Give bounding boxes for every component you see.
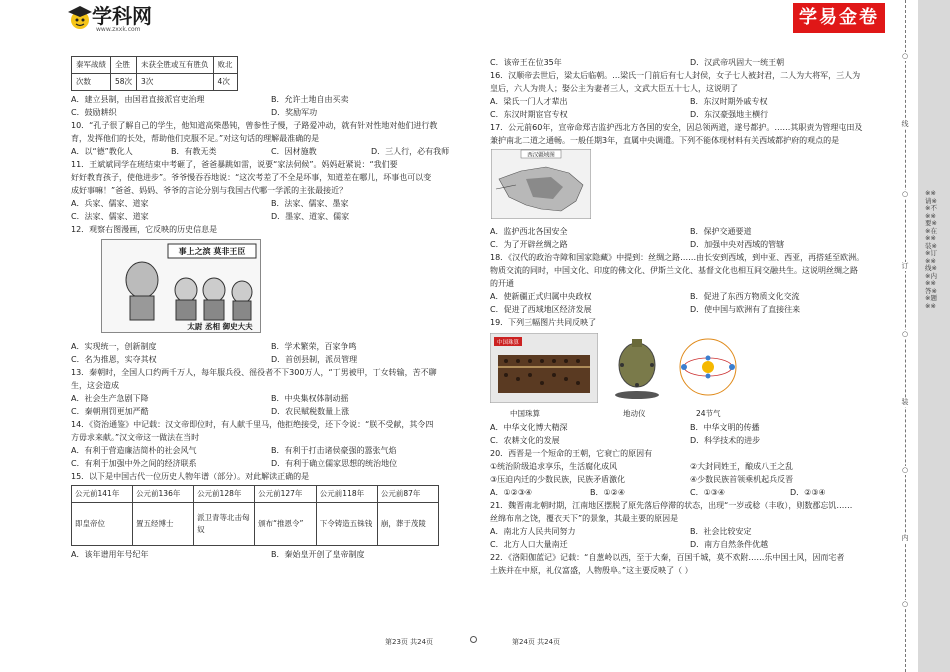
- q18-options: [490, 303, 890, 316]
- option[interactable]: C．该帝王在位35年: [490, 58, 562, 67]
- option[interactable]: D．汉武帝巩固大一统王朝: [690, 58, 785, 67]
- question-text: 22．《洛阳伽蓝记》记载：“自葱岭以西，至于大秦，百国千城，莫不欢附……乐中国土风，因而宅者: [490, 553, 845, 562]
- option[interactable]: C．名为推恩，实夺其权: [71, 355, 157, 364]
- question-text: 的开通: [490, 279, 514, 288]
- option[interactable]: D．加强中央对西域的管辖: [690, 240, 785, 249]
- option[interactable]: D．科学技术的进步: [690, 436, 761, 445]
- option[interactable]: B．东汉时期外戚专权: [690, 97, 768, 106]
- q10-options: [71, 145, 471, 158]
- cartoon-caption-bottom: 太尉 丞相 御史大夫: [187, 322, 253, 331]
- table-cell: 公元前128年: [194, 486, 255, 503]
- question-text: 方毋求来献。”汉文帝这一做法在当时: [71, 433, 200, 442]
- option[interactable]: B．①②④: [590, 488, 626, 497]
- table-cell: 公元前136年: [133, 486, 194, 503]
- q9-options: [71, 93, 471, 106]
- option[interactable]: C．北方人口大量南迁: [490, 540, 568, 549]
- question-text: 20．西晋是一个短命的王朝，它衰亡的原因有: [490, 449, 653, 458]
- q21-options: [490, 525, 890, 538]
- option[interactable]: C．因材施教: [271, 147, 317, 156]
- binding-mark: ○: [901, 52, 909, 60]
- option[interactable]: D．首创县制，派员管理: [271, 355, 358, 364]
- q19-images: [490, 331, 890, 419]
- option[interactable]: A．使新疆正式归属中央政权: [490, 292, 592, 301]
- q15-options-cont: [490, 56, 890, 69]
- question-text: 13．秦朝时，全国人口约两千万人，每年服兵役、徭役者不下300万人，“丁男被甲，丁女转输，苦不聊: [71, 368, 437, 377]
- option[interactable]: A．社会生产急剧下降: [71, 394, 149, 403]
- option[interactable]: B．中华文明的传播: [690, 423, 760, 432]
- pic-label: 24节气: [696, 409, 721, 418]
- table-cell: 颁布“推恩令”: [255, 503, 317, 546]
- table-cell: 下令铸造五铢钱: [316, 503, 377, 546]
- option[interactable]: D．三人行，必有我师: [371, 147, 450, 156]
- q15-options: [71, 548, 471, 561]
- pic-label: 中国珠算: [510, 409, 540, 418]
- q15-table: [71, 485, 439, 546]
- option[interactable]: A．南北方人民共同努力: [490, 527, 576, 536]
- option[interactable]: B．学术繁荣，百家争鸣: [271, 342, 357, 351]
- question-text: 15．以下是中国古代一位历史人物年谱（部分）。对此解读正确的是: [71, 472, 310, 481]
- binding-mark: 装: [901, 398, 909, 406]
- list-item: ③压迫内迁的少数民族，民族矛盾激化: [490, 475, 626, 484]
- binding-mark: 订: [901, 262, 909, 270]
- binding-mark: ○: [901, 466, 909, 474]
- q13-options: [71, 392, 471, 405]
- option[interactable]: C．为了开辟丝绸之路: [490, 240, 568, 249]
- table-cell: 未获全胜或互有胜负: [137, 57, 214, 74]
- binding-warning-text: ※※请※※不※※要※※在※※装※※订※※线※※内※※答※※题※※: [925, 189, 937, 310]
- option[interactable]: B．有利于打击诸侯豪强的嚣张气焰: [271, 446, 397, 455]
- option[interactable]: D．奖励军功: [271, 108, 318, 117]
- binding-mark: ○: [901, 330, 909, 338]
- table-cell: 公元前141年: [72, 486, 133, 503]
- solar-terms-image: [676, 331, 740, 403]
- question-text: 10．“孔子很了解自己的学生，他知道高柴愚钝，曾参性子慢，子路爱冲动，就有针对性地对他们进行教: [71, 121, 438, 130]
- q20-items: [490, 460, 890, 473]
- question-text: 12．观察右图漫画，它反映的历史信息是: [71, 225, 218, 234]
- option[interactable]: A．实现统一，创新制度: [71, 342, 157, 351]
- option[interactable]: A．建立县制，由国君直接派官吏治理: [71, 95, 205, 104]
- table-cell: 公元前127年: [255, 486, 317, 503]
- option[interactable]: B．社会比较安定: [690, 527, 752, 536]
- option[interactable]: A．以“德”教化人: [71, 147, 133, 156]
- option[interactable]: C．促进了西域地区经济发展: [490, 305, 592, 314]
- cartoon-caption-top: 事上之滨 莫非王臣: [178, 247, 246, 256]
- option[interactable]: B．中央集权体制动摇: [271, 394, 349, 403]
- q14-options: [71, 444, 471, 457]
- q18-options: [490, 290, 890, 303]
- question-text: 物质交流的同时，中国文化、印度的佛文化、伊斯兰文化、基督文化也相互间交融共生。这说明丝绸之路: [490, 266, 858, 275]
- q21-options: [490, 538, 890, 551]
- question-text: 18．《汉代的政治寺障和国家隐藏》中提到：丝绸之路……由长安到西域，到中亚、西亚，再搭延至欧洲。: [490, 253, 865, 262]
- q19-options: [490, 434, 890, 447]
- table-cell: 置五经博士: [133, 503, 194, 546]
- question-text: 成好事嘛！”爸爸、妈妈、爷爷的言论分别与我国古代哪一学派的主张最接近？: [71, 186, 348, 195]
- option[interactable]: B．允许土地自由买卖: [271, 95, 349, 104]
- table-cell: 58次: [111, 74, 137, 91]
- option[interactable]: A．中华文化博大精深: [490, 423, 568, 432]
- left-column: [71, 56, 471, 561]
- question-text: 17．公元前60年，宣帝命郑吉监护西北方各国的安全，因总领两道，遂号都护。……其职责为管理屯田及: [490, 123, 863, 132]
- q9-options: [71, 106, 471, 119]
- option[interactable]: B．秦始皇开创了皇帝制度: [271, 550, 365, 559]
- option[interactable]: C．鼓励耕织: [71, 108, 117, 117]
- list-item: ②大封同姓王，酿成八王之乱: [690, 462, 794, 471]
- logo-url: www.zxxk.com: [96, 26, 141, 33]
- option[interactable]: C．法家、儒家、道家: [71, 212, 149, 221]
- q16-options: [490, 108, 890, 121]
- logo-text: 学科网: [92, 4, 152, 28]
- q20-items: [490, 473, 890, 486]
- page-divider-dot: [470, 636, 477, 643]
- option[interactable]: B．法家、儒家、墨家: [271, 199, 349, 208]
- option[interactable]: C．①③④: [690, 488, 726, 497]
- option[interactable]: D．东汉豪强地主横行: [690, 110, 769, 119]
- option[interactable]: D．②③④: [790, 488, 826, 497]
- option[interactable]: D．墨家、道家、儒家: [271, 212, 350, 221]
- option[interactable]: D．使中国与欧洲有了直接往来: [690, 305, 801, 314]
- question-text: 11．王斌斌同学在班结束中考砸了，爸爸暴跳如雷，说要“家法伺候”。妈妈赶紧说：“我们要: [71, 160, 398, 169]
- table-cell: 即皇帝位: [72, 503, 133, 546]
- question-text: 丝绵布帛之饶，覆衣天下”的景象，其最主要的原因是: [490, 514, 679, 523]
- question-text: 好好教育孩子，使他进步”。爷爷慢吞吞地说：“这次考差了不全是坏事，知道差在哪儿，坏事也可以变: [71, 173, 432, 182]
- question-text: 生，这会造成: [71, 381, 119, 390]
- binding-sidebar: [918, 0, 950, 672]
- q11-options: [71, 197, 471, 210]
- option[interactable]: A．兵家、儒家、道家: [71, 199, 149, 208]
- q17-options: [490, 238, 890, 251]
- q19-options: [490, 421, 890, 434]
- question-text: 19．下列三幅图片共同反映了: [490, 318, 597, 327]
- seismograph-image: [612, 335, 662, 401]
- binding-mark: 线: [901, 120, 909, 128]
- brand-badge: 学易金卷: [793, 3, 885, 33]
- table-cell: 派卫青等北击匈奴: [194, 503, 255, 546]
- q20-options: [490, 486, 890, 499]
- table-cell: 全胜: [111, 57, 137, 74]
- table-cell: 秦军战绩: [72, 57, 111, 74]
- option[interactable]: B．有教无类: [171, 147, 217, 156]
- question-text: 兼护南北二道之通畅。一般任期3年，直属中央调遣。下列不能体现材料有关西域都护府的观点的是: [490, 136, 840, 145]
- list-item: ④少数民族首领乘机起兵反晋: [690, 475, 794, 484]
- q17-options: [490, 225, 890, 238]
- map-title: 西汉疆域图: [527, 152, 555, 159]
- question-text: 育，发挥他们的长处，帮助他们克服不足。”对这句话的理解最准确的是: [71, 134, 320, 143]
- binding-mark: ○: [901, 190, 909, 198]
- han-territory-map-image: [491, 149, 591, 219]
- page-number-left: 第23页 共24页: [385, 638, 434, 646]
- table-cell: 次数: [72, 74, 111, 91]
- abacus-image: [490, 333, 598, 403]
- option[interactable]: A．①②③④: [490, 488, 533, 497]
- q11-options: [71, 210, 471, 223]
- q14-options: [71, 457, 471, 470]
- right-column: [490, 56, 890, 577]
- option[interactable]: C．秦朝刑罚更加严酷: [71, 407, 149, 416]
- option[interactable]: A．梁氏一门人才辈出: [490, 97, 568, 106]
- option[interactable]: A．该年谱用年号纪年: [71, 550, 149, 559]
- question-text: 21．魏晋南北朝时期，江南地区摆脱了原先落后停滞的状态，出现“一岁或稔（丰收），则数郡忘饥……: [490, 501, 853, 510]
- abacus-title: 中国珠算: [496, 340, 520, 346]
- option[interactable]: D．有利于确立儒家思想的统治地位: [271, 459, 398, 468]
- table-cell: 4次: [213, 74, 237, 91]
- option[interactable]: B．保护交通要道: [690, 227, 752, 236]
- question-text: 16．汉顺帝去世后，梁太后临朝。…梁氏一门前后有七人封侯，女子七人被封君，二人为大将军，三人为: [490, 71, 861, 80]
- binding-mark: ○: [901, 600, 909, 608]
- option[interactable]: D．农民赋税数量上涨: [271, 407, 350, 416]
- option[interactable]: A．有利于营造廉洁简朴的社会风气: [71, 446, 197, 455]
- option[interactable]: D．南方自然条件优越: [690, 540, 769, 549]
- q12-options: [71, 353, 471, 366]
- option[interactable]: B．促进了东西方物质文化交流: [690, 292, 800, 301]
- list-item: ①统治阶级追求享乐，生活腐化成风: [490, 462, 618, 471]
- pic-label: 地动仪: [623, 409, 646, 418]
- question-text: 皇后，六人为贵人；娶公主为妻者三人，文武大臣五十七人，这说明了: [490, 84, 738, 93]
- table-cell: 崩，葬于茂陵: [377, 503, 438, 546]
- option[interactable]: C．农耕文化的发展: [490, 436, 560, 445]
- table-cell: 3次: [137, 74, 214, 91]
- site-logo[interactable]: [66, 4, 156, 36]
- option[interactable]: C．东汉时期宦官专权: [490, 110, 568, 119]
- table-cell: 公元前118年: [316, 486, 377, 503]
- question-text: 14．《资治通鉴》中记载：汉文帝即位时，有人献千里马，他拒绝接受，还下令说：“朕不受献，其令四: [71, 420, 434, 429]
- q16-options: [490, 95, 890, 108]
- q12-options: [71, 340, 471, 353]
- option[interactable]: A．监护西北各国安全: [490, 227, 568, 236]
- q9-table: [71, 56, 238, 91]
- option[interactable]: C．有利于加强中外之间的经济联系: [71, 459, 197, 468]
- graduate-mascot-icon: [66, 4, 94, 32]
- table-cell: 败北: [213, 57, 237, 74]
- q12-cartoon-image: [101, 239, 261, 333]
- table-cell: 公元前87年: [377, 486, 438, 503]
- page-number-right: 第24页 共24页: [512, 638, 561, 646]
- binding-mark: 内: [901, 534, 909, 542]
- q13-options: [71, 405, 471, 418]
- question-text: 土族并在中原，礼仪富盛，人物殷阜。”这主要反映了（ ）: [490, 566, 693, 575]
